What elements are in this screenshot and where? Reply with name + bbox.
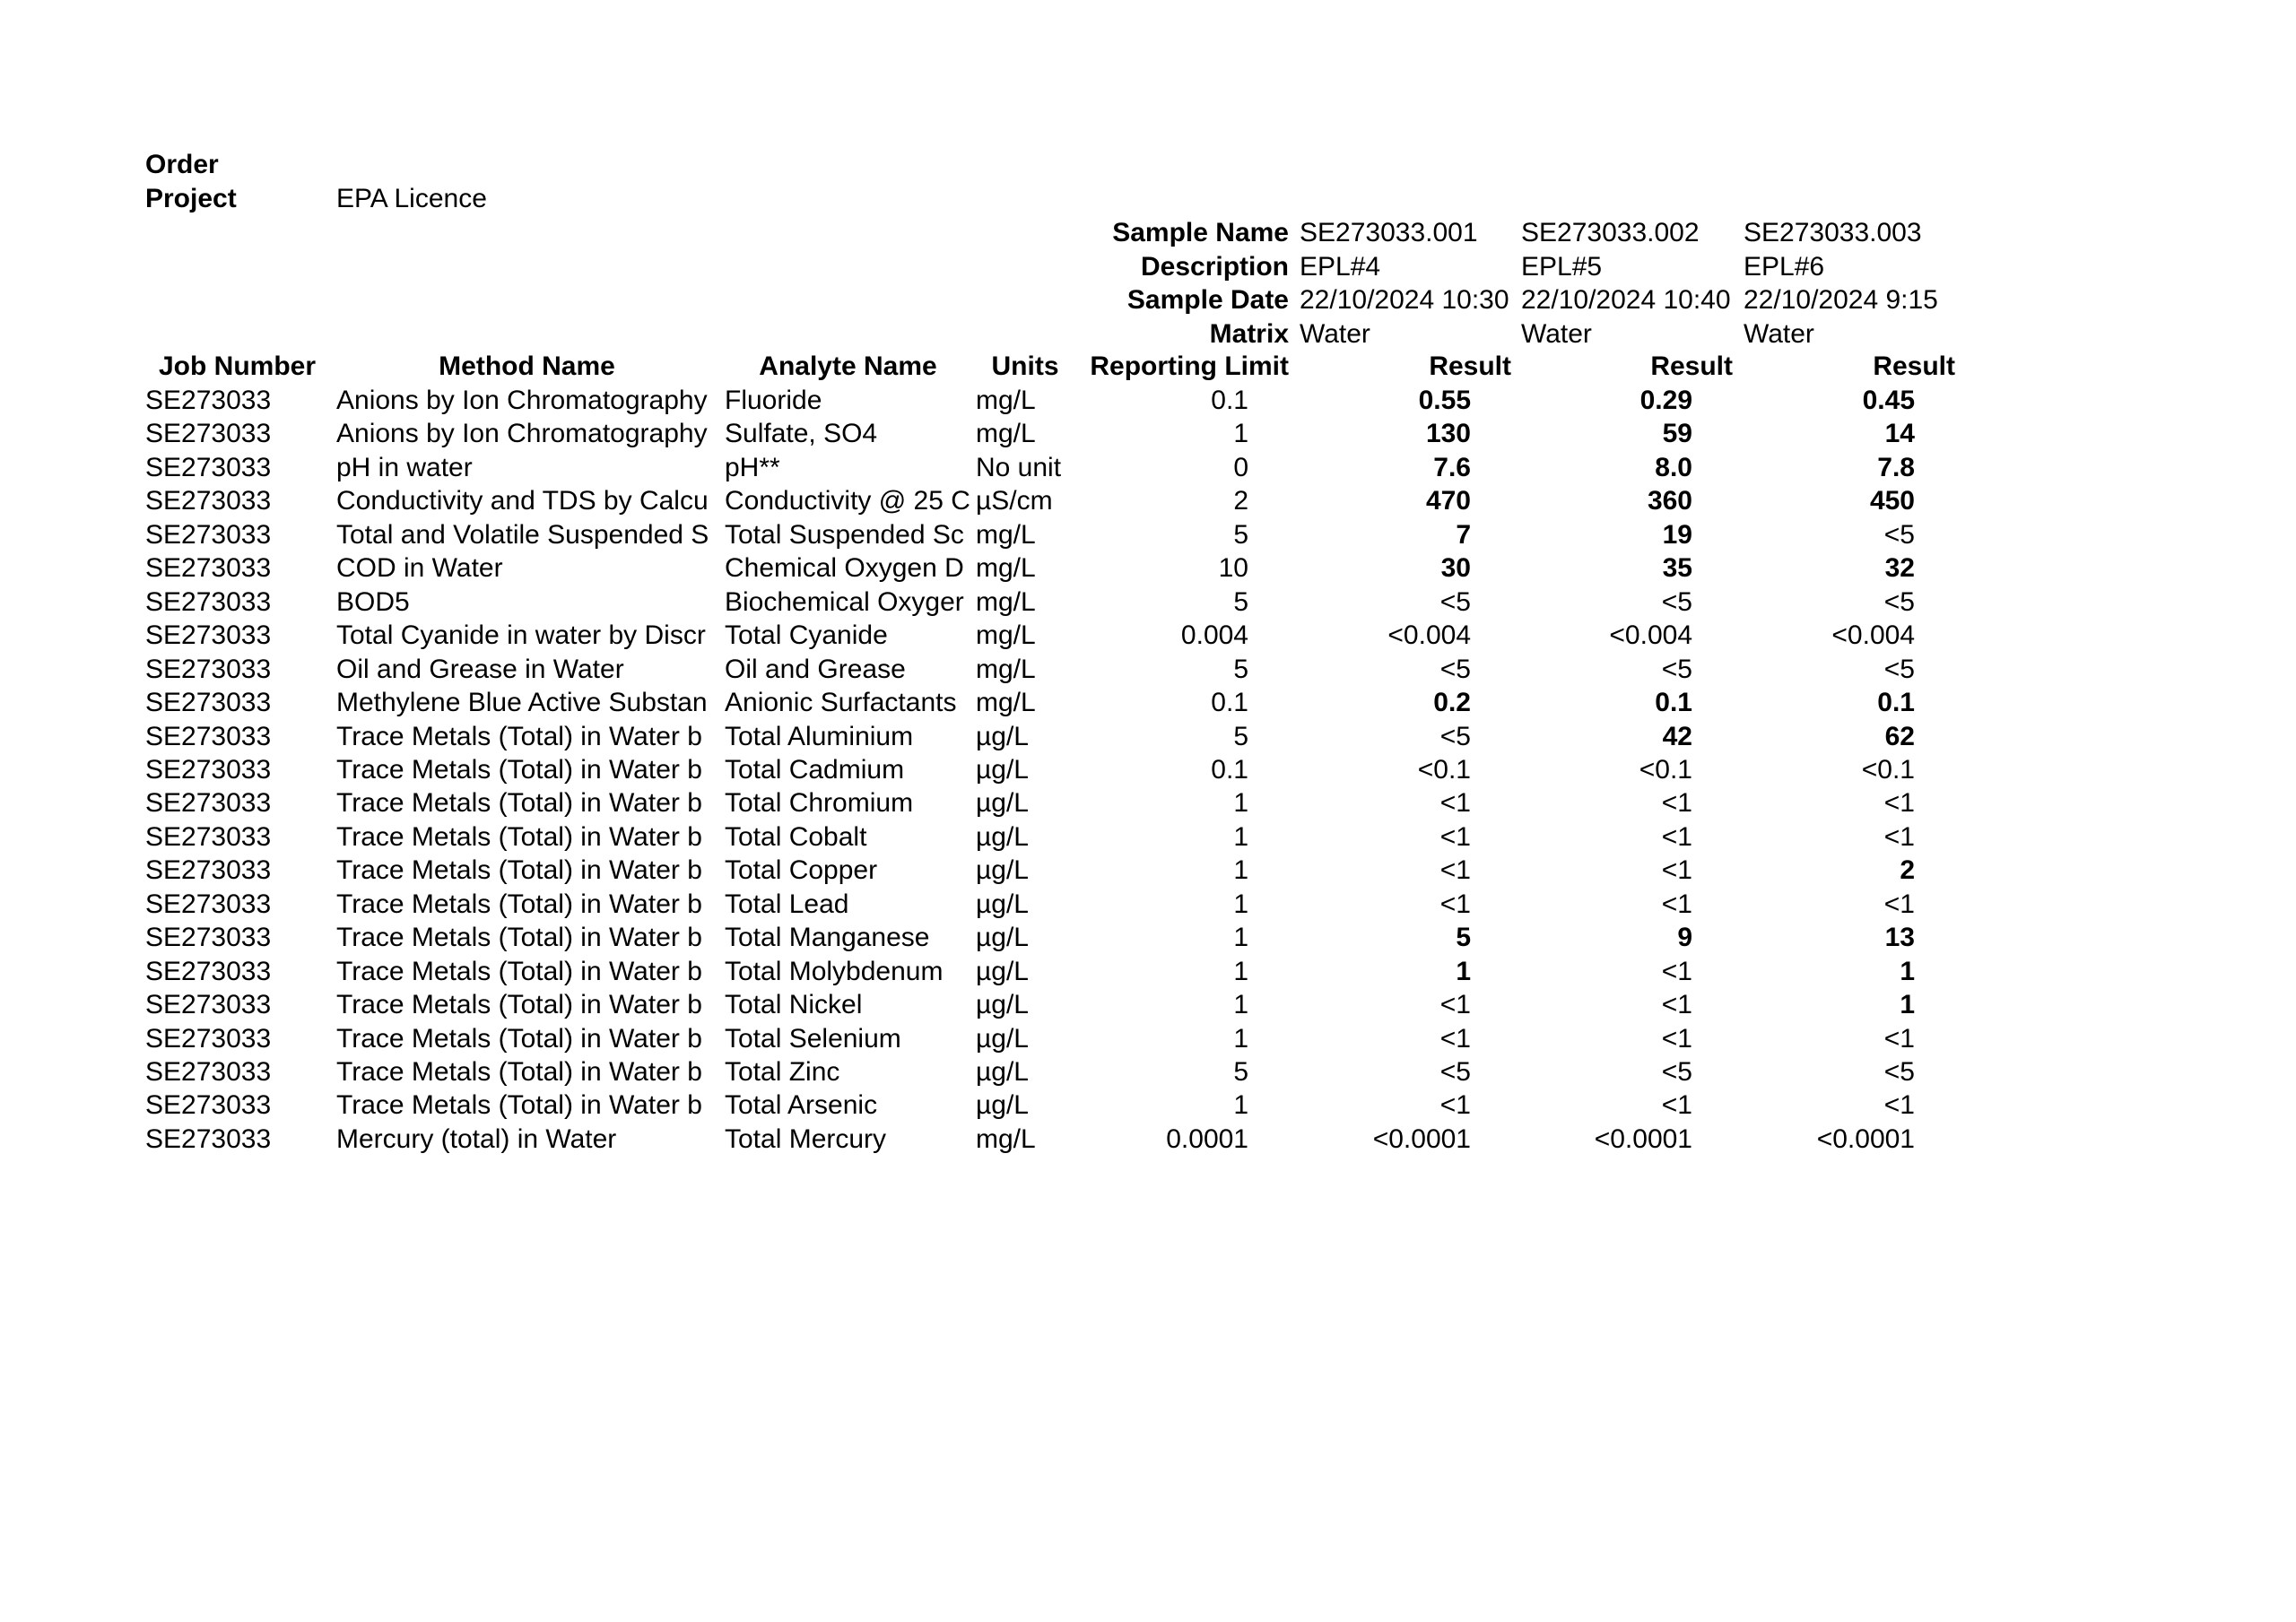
cell-job-number: SE273033 [145, 956, 272, 986]
cell-method-name: Trace Metals (Total) in Water b [336, 923, 702, 953]
cell-result-3: <1 [1883, 788, 1915, 819]
cell-reporting-limit: 1 [1233, 788, 1248, 819]
cell-units: µg/L [976, 889, 1029, 919]
cell-units: µg/L [976, 990, 1029, 1020]
header-job-number: Job Number [158, 351, 317, 381]
cell-result-1: <0.004 [1387, 620, 1471, 651]
cell-result-1: <5 [1439, 1057, 1471, 1087]
cell-analyte-name: Total Copper [725, 855, 878, 886]
cell-analyte-name: Total Zinc [725, 1057, 840, 1087]
cell-job-number: SE273033 [145, 553, 272, 584]
cell-job-number: SE273033 [145, 519, 272, 550]
cell-units: µg/L [976, 754, 1029, 785]
cell-result-2: 59 [1662, 419, 1692, 449]
cell-result-2: <1 [1661, 1090, 1692, 1121]
cell-units: µg/L [976, 855, 1029, 886]
cell-job-number: SE273033 [145, 1023, 272, 1054]
cell-result-3: <0.004 [1831, 620, 1915, 651]
cell-reporting-limit: 0.0001 [1166, 1123, 1248, 1154]
cell-result-2: 35 [1662, 553, 1692, 584]
cell-result-3: 2 [1900, 855, 1915, 886]
cell-result-1: <0.1 [1417, 754, 1471, 785]
description-label: Description [1140, 251, 1289, 282]
cell-job-number: SE273033 [145, 688, 272, 718]
cell-job-number: SE273033 [145, 889, 272, 919]
cell-analyte-name: Total Cobalt [725, 821, 867, 852]
cell-job-number: SE273033 [145, 620, 272, 651]
cell-reporting-limit: 5 [1233, 721, 1248, 751]
cell-analyte-name: Total Lead [725, 889, 849, 919]
cell-units: µg/L [976, 1090, 1029, 1121]
cell-result-1: <1 [1439, 788, 1471, 819]
cell-result-1: 1 [1456, 956, 1471, 986]
cell-units: mg/L [976, 586, 1036, 617]
cell-analyte-name: Biochemical Oxyger [725, 586, 964, 617]
cell-job-number: SE273033 [145, 452, 272, 482]
cell-reporting-limit: 0.1 [1211, 386, 1248, 415]
cell-result-2: 9 [1677, 923, 1692, 953]
sample-date-3: 22/10/2024 9:15 [1744, 285, 1938, 315]
cell-result-2: <1 [1661, 956, 1692, 986]
cell-method-name: Trace Metals (Total) in Water b [336, 1023, 702, 1054]
cell-units: mg/L [976, 654, 1036, 684]
cell-method-name: Conductivity and TDS by Calcu [336, 486, 709, 516]
cell-result-3: <5 [1883, 1057, 1915, 1087]
sample-description-2: EPL#5 [1521, 251, 1603, 282]
cell-result-2: 8.0 [1655, 452, 1692, 482]
cell-result-1: 30 [1440, 553, 1471, 584]
cell-method-name: Anions by Ion Chromatography [336, 386, 708, 415]
cell-result-3: <1 [1883, 1023, 1915, 1054]
sample-name-1: SE273033.001 [1300, 218, 1478, 247]
cell-result-1: <1 [1439, 821, 1471, 852]
header-result-1: Result [1429, 351, 1511, 381]
cell-analyte-name: Total Cadmium [725, 754, 905, 785]
cell-result-1: <5 [1439, 654, 1471, 684]
cell-method-name: Trace Metals (Total) in Water b [336, 889, 702, 919]
cell-units: mg/L [976, 419, 1036, 449]
cell-result-1: <1 [1439, 1023, 1471, 1054]
cell-job-number: SE273033 [145, 754, 272, 785]
cell-analyte-name: Total Suspended Sc [725, 519, 964, 550]
cell-result-3: <1 [1883, 889, 1915, 919]
cell-result-2: 42 [1662, 721, 1692, 751]
cell-job-number: SE273033 [145, 1090, 272, 1121]
cell-units: mg/L [976, 620, 1036, 651]
cell-job-number: SE273033 [145, 990, 272, 1020]
cell-method-name: Trace Metals (Total) in Water b [336, 956, 702, 986]
cell-result-1: <5 [1439, 721, 1471, 751]
cell-analyte-name: Anionic Surfactants [725, 688, 957, 718]
header-units: Units [991, 351, 1059, 381]
cell-reporting-limit: 1 [1233, 956, 1248, 986]
cell-job-number: SE273033 [145, 586, 272, 617]
cell-result-1: 7 [1456, 519, 1471, 550]
cell-result-2: <5 [1661, 654, 1692, 684]
cell-reporting-limit: 1 [1233, 1090, 1248, 1121]
cell-method-name: Oil and Grease in Water [336, 654, 624, 684]
cell-method-name: Trace Metals (Total) in Water b [336, 990, 702, 1020]
cell-analyte-name: Total Molybdenum [725, 956, 944, 986]
cell-job-number: SE273033 [145, 788, 272, 819]
matrix-label: Matrix [1209, 318, 1289, 349]
cell-reporting-limit: 1 [1233, 419, 1248, 449]
cell-units: mg/L [976, 519, 1036, 550]
cell-result-1: 130 [1425, 419, 1471, 449]
sample-matrix-2: Water [1521, 318, 1592, 349]
cell-result-2: <0.0001 [1594, 1123, 1692, 1154]
cell-analyte-name: Total Aluminium [725, 721, 914, 751]
cell-result-3: <1 [1883, 1090, 1915, 1121]
cell-method-name: Trace Metals (Total) in Water b [336, 1090, 702, 1121]
cell-result-2: <1 [1661, 855, 1692, 886]
cell-job-number: SE273033 [145, 486, 272, 516]
cell-result-2: <0.1 [1639, 754, 1692, 785]
header-analyte-name: Analyte Name [759, 351, 937, 381]
cell-result-3: 14 [1884, 419, 1915, 449]
cell-result-2: <1 [1661, 821, 1692, 852]
cell-reporting-limit: 1 [1233, 855, 1248, 886]
cell-units: µg/L [976, 821, 1029, 852]
cell-result-2: 0.1 [1655, 688, 1692, 718]
order-label: Order [145, 150, 219, 179]
cell-job-number: SE273033 [145, 721, 272, 751]
cell-units: µg/L [976, 721, 1029, 751]
sample-name-label: Sample Name [1112, 218, 1289, 247]
cell-result-2: <5 [1661, 586, 1692, 617]
cell-result-1: 470 [1425, 486, 1471, 516]
sample-description-1: EPL#4 [1300, 251, 1381, 282]
cell-result-3: <5 [1883, 519, 1915, 550]
cell-analyte-name: pH** [725, 452, 780, 482]
cell-reporting-limit: 0.004 [1180, 620, 1248, 651]
cell-job-number: SE273033 [145, 1057, 272, 1087]
cell-method-name: Trace Metals (Total) in Water b [336, 721, 702, 751]
cell-result-1: 5 [1456, 923, 1471, 953]
cell-analyte-name: Total Cyanide [725, 620, 888, 651]
cell-result-1: <5 [1439, 586, 1471, 617]
cell-result-2: <5 [1661, 1057, 1692, 1087]
cell-result-3: 32 [1884, 553, 1915, 584]
cell-result-3: 7.8 [1877, 452, 1915, 482]
sample-date-label: Sample Date [1126, 285, 1289, 315]
cell-result-3: 62 [1884, 721, 1915, 751]
cell-reporting-limit: 1 [1233, 821, 1248, 852]
cell-job-number: SE273033 [145, 1123, 272, 1154]
cell-result-2: <0.004 [1609, 620, 1692, 651]
project-value: EPA Licence [336, 184, 487, 213]
header-result-2: Result [1650, 351, 1733, 381]
cell-reporting-limit: 5 [1233, 519, 1248, 550]
cell-job-number: SE273033 [145, 419, 272, 449]
cell-units: µg/L [976, 956, 1029, 986]
cell-result-3: 0.45 [1862, 386, 1915, 415]
cell-reporting-limit: 1 [1233, 990, 1248, 1020]
cell-method-name: Total and Volatile Suspended S [336, 519, 709, 550]
cell-analyte-name: Total Arsenic [725, 1090, 878, 1121]
cell-reporting-limit: 0.1 [1211, 754, 1248, 785]
cell-units: mg/L [976, 553, 1036, 584]
cell-units: µg/L [976, 1057, 1029, 1087]
cell-reporting-limit: 2 [1233, 486, 1248, 516]
cell-analyte-name: Chemical Oxygen D [725, 553, 964, 584]
cell-reporting-limit: 10 [1218, 553, 1248, 584]
cell-method-name: COD in Water [336, 553, 503, 584]
cell-method-name: BOD5 [336, 586, 410, 617]
cell-result-1: <0.0001 [1372, 1123, 1471, 1154]
sample-date-1: 22/10/2024 10:30 [1300, 285, 1509, 315]
cell-analyte-name: Total Nickel [725, 990, 863, 1020]
cell-units: mg/L [976, 688, 1036, 718]
cell-result-1: <1 [1439, 889, 1471, 919]
sample-date-2: 22/10/2024 10:40 [1521, 285, 1731, 315]
cell-result-2: <1 [1661, 1023, 1692, 1054]
sample-name-2: SE273033.002 [1521, 218, 1700, 247]
cell-reporting-limit: 1 [1233, 923, 1248, 953]
cell-job-number: SE273033 [145, 923, 272, 953]
cell-job-number: SE273033 [145, 821, 272, 852]
cell-result-3: <1 [1883, 821, 1915, 852]
cell-units: mg/L [976, 386, 1036, 415]
cell-analyte-name: Sulfate, SO4 [725, 419, 878, 449]
cell-analyte-name: Total Mercury [725, 1123, 887, 1154]
cell-method-name: Methylene Blue Active Substan [336, 688, 708, 718]
cell-units: µS/cm [976, 486, 1053, 516]
cell-result-1: <1 [1439, 990, 1471, 1020]
cell-method-name: Trace Metals (Total) in Water b [336, 788, 702, 819]
project-label: Project [145, 184, 237, 213]
cell-result-3: 1 [1900, 990, 1915, 1020]
cell-reporting-limit: 0 [1233, 452, 1248, 482]
cell-result-1: <1 [1439, 1090, 1471, 1121]
cell-result-3: 13 [1884, 923, 1915, 953]
cell-reporting-limit: 1 [1233, 889, 1248, 919]
cell-analyte-name: Conductivity @ 25 C [725, 486, 970, 516]
cell-result-2: 19 [1662, 519, 1692, 550]
header-result-3: Result [1873, 351, 1955, 381]
cell-result-2: 360 [1647, 486, 1692, 516]
cell-result-1: 0.2 [1433, 688, 1471, 718]
cell-analyte-name: Total Manganese [725, 923, 930, 953]
cell-result-3: <5 [1883, 654, 1915, 684]
header-method-name: Method Name [439, 351, 615, 381]
cell-units: µg/L [976, 1023, 1029, 1054]
cell-analyte-name: Oil and Grease [725, 654, 906, 684]
cell-reporting-limit: 0.1 [1211, 688, 1248, 718]
cell-result-3: 450 [1869, 486, 1915, 516]
cell-result-1: 7.6 [1433, 452, 1471, 482]
cell-method-name: pH in water [336, 452, 473, 482]
cell-reporting-limit: 1 [1233, 1023, 1248, 1054]
cell-units: mg/L [976, 1123, 1036, 1154]
sample-matrix-3: Water [1744, 318, 1814, 349]
cell-reporting-limit: 5 [1233, 586, 1248, 617]
cell-result-2: <1 [1661, 889, 1692, 919]
sample-matrix-1: Water [1300, 318, 1370, 349]
cell-method-name: Total Cyanide in water by Discr [336, 620, 706, 651]
cell-method-name: Mercury (total) in Water [336, 1123, 617, 1154]
cell-reporting-limit: 5 [1233, 654, 1248, 684]
cell-job-number: SE273033 [145, 855, 272, 886]
cell-result-2: <1 [1661, 990, 1692, 1020]
cell-method-name: Trace Metals (Total) in Water b [336, 1057, 702, 1087]
cell-job-number: SE273033 [145, 654, 272, 684]
cell-method-name: Trace Metals (Total) in Water b [336, 855, 702, 886]
sample-description-3: EPL#6 [1744, 251, 1825, 282]
cell-result-3: 1 [1900, 956, 1915, 986]
cell-units: µg/L [976, 788, 1029, 819]
cell-result-3: <5 [1883, 586, 1915, 617]
header-reporting-limit: Reporting Limit [1090, 351, 1289, 381]
cell-job-number: SE273033 [145, 386, 272, 415]
cell-result-2: 0.29 [1639, 386, 1692, 415]
cell-result-2: <1 [1661, 788, 1692, 819]
cell-result-1: 0.55 [1418, 386, 1471, 415]
cell-method-name: Trace Metals (Total) in Water b [336, 754, 702, 785]
cell-result-3: <0.1 [1861, 754, 1915, 785]
cell-result-1: <1 [1439, 855, 1471, 886]
cell-units: µg/L [976, 923, 1029, 953]
cell-units: No unit [976, 452, 1062, 482]
cell-analyte-name: Total Chromium [725, 788, 914, 819]
sample-name-3: SE273033.003 [1744, 218, 1922, 247]
cell-method-name: Anions by Ion Chromatography [336, 419, 708, 449]
cell-analyte-name: Total Selenium [725, 1023, 901, 1054]
cell-result-3: <0.0001 [1816, 1123, 1915, 1154]
cell-result-3: 0.1 [1877, 688, 1915, 718]
cell-method-name: Trace Metals (Total) in Water b [336, 821, 702, 852]
cell-reporting-limit: 5 [1233, 1057, 1248, 1087]
cell-analyte-name: Fluoride [725, 386, 822, 415]
